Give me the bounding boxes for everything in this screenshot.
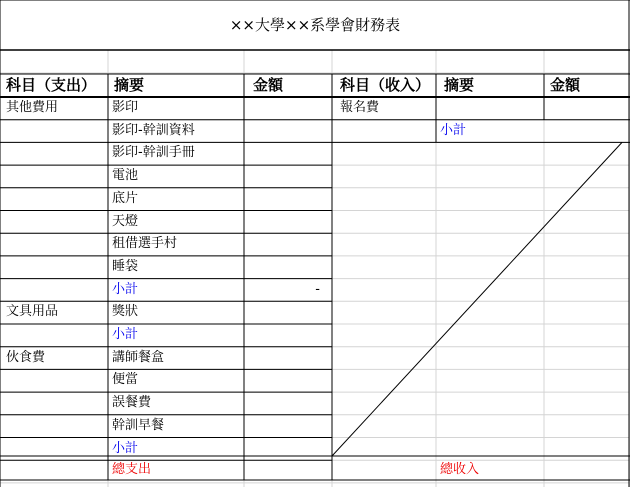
expense-summary-cell: 影印-幹訓資料 bbox=[112, 122, 195, 138]
expense-amount-cell bbox=[244, 301, 332, 324]
expense-summary-cell: 睡袋 bbox=[112, 258, 139, 274]
expense-summary-cell: 租借選手村 bbox=[112, 236, 178, 252]
expense-amount-cell bbox=[244, 415, 332, 438]
expense-amount-cell bbox=[244, 97, 332, 120]
header-expense-category: 科目（支出） bbox=[6, 76, 97, 94]
expense-summary-cell: 誤餐費 bbox=[112, 395, 152, 411]
income-category-cell: 報名費 bbox=[340, 100, 380, 115]
expense-category-cell bbox=[2, 369, 106, 392]
header-income-summary: 摘要 bbox=[444, 76, 475, 94]
expense-subtotal-label: 小計 bbox=[112, 440, 139, 456]
header-expense-summary: 摘要 bbox=[114, 76, 145, 94]
expense-category-cell bbox=[2, 392, 106, 415]
expense-amount-cell bbox=[244, 188, 332, 211]
income-amount-cell bbox=[544, 120, 630, 143]
expense-amount-cell bbox=[244, 347, 332, 370]
expense-category-cell bbox=[2, 188, 106, 211]
expense-summary-cell: 影印 bbox=[112, 100, 139, 115]
expense-amount-cell: - bbox=[315, 281, 320, 297]
total-expense-label: 總支出 bbox=[112, 462, 152, 477]
expense-category-cell bbox=[2, 142, 106, 165]
expense-amount-cell bbox=[244, 142, 332, 165]
expense-amount-cell bbox=[244, 120, 332, 143]
expense-amount-cell bbox=[244, 324, 332, 347]
expense-amount-cell bbox=[244, 392, 332, 415]
expense-amount-cell bbox=[244, 256, 332, 279]
header-expense-amount: 金額 bbox=[253, 76, 284, 94]
expense-summary-cell: 便當 bbox=[112, 372, 139, 388]
header-income-amount: 金額 bbox=[550, 76, 581, 94]
expense-summary-cell: 獎狀 bbox=[112, 304, 139, 320]
expense-summary-cell: 幹訓早餐 bbox=[112, 417, 165, 433]
expense-summary-cell: 電池 bbox=[112, 168, 139, 184]
total-income-label: 總收入 bbox=[440, 462, 480, 477]
expense-summary-cell: 天燈 bbox=[112, 213, 139, 229]
expense-category-cell: 伙食費 bbox=[6, 349, 46, 365]
expense-amount-cell bbox=[244, 369, 332, 392]
expense-category-cell bbox=[2, 233, 106, 256]
income-subtotal-label: 小計 bbox=[440, 122, 467, 138]
expense-category-cell: 文具用品 bbox=[6, 304, 59, 320]
income-summary-cell bbox=[436, 97, 544, 120]
expense-amount-cell bbox=[244, 165, 332, 188]
expense-summary-cell: 底片 bbox=[112, 190, 139, 206]
diagonal-slash bbox=[332, 142, 622, 456]
expense-category-cell bbox=[2, 120, 106, 143]
expense-category-cell: 其他費用 bbox=[6, 100, 59, 115]
expense-category-cell bbox=[2, 256, 106, 279]
expense-category-cell bbox=[2, 211, 106, 234]
expense-category-cell bbox=[2, 438, 106, 461]
expense-amount-cell bbox=[244, 233, 332, 256]
expense-summary-cell: 講師餐盒 bbox=[112, 349, 165, 365]
expense-category-cell bbox=[2, 279, 106, 302]
expense-category-cell bbox=[2, 324, 106, 347]
expense-amount-cell bbox=[244, 211, 332, 234]
expense-subtotal-label: 小計 bbox=[112, 281, 139, 297]
expense-amount-cell bbox=[244, 438, 332, 461]
expense-category-cell bbox=[2, 165, 106, 188]
sheet-title: ××大學××系學會財務表 bbox=[229, 16, 401, 34]
income-category-cell bbox=[336, 120, 436, 143]
expense-summary-cell: 影印-幹訓手冊 bbox=[112, 145, 195, 161]
expense-subtotal-label: 小計 bbox=[112, 327, 139, 342]
expense-category-cell bbox=[2, 415, 106, 438]
header-income-category: 科目（收入） bbox=[340, 76, 431, 94]
income-amount-cell bbox=[544, 97, 630, 120]
